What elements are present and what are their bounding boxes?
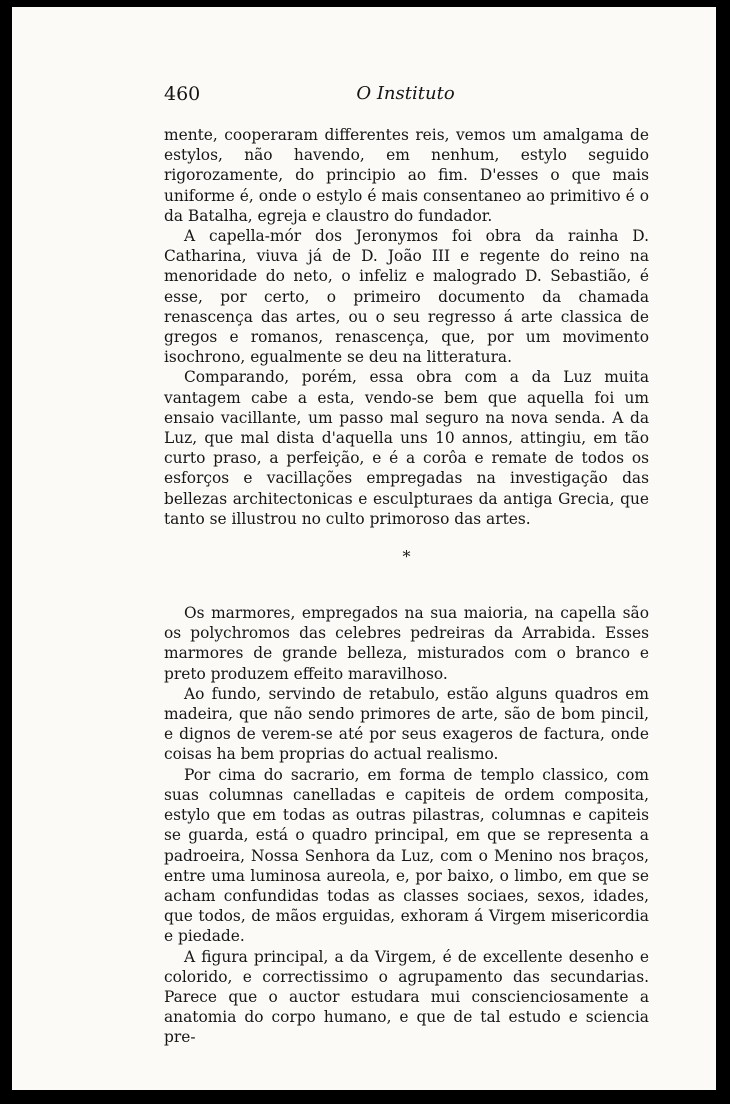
paragraph-continued: mente, cooperaram differentes reis, vemos um amalgama de estylos, não havendo, em nenhum, estylo seguido rigorozamente, do principio ao fim. D'esses o que mais uniforme é, onde o estylo é mais consentaneo ao primitivo é o da Batalha, egreja e claustro do fundador.	[164, 126, 649, 225]
paragraph: A capella-mór dos Jeronymos foi obra da rainha D. Catharina, viuva já de D. João III e regente do reino na menoridade do neto, o infeliz e malogrado D. Sebastião, é esse, por certo, o primeiro documento da chamada renascença das artes, ou o seu regresso á arte classica de gregos e romanos, renascença, que, por um movimento isochrono, egualmente se deu na litteratura.	[164, 227, 649, 367]
paragraph: Comparando, porém, essa obra com a da Luz muita vantagem cabe a esta, vendo-se bem que aquella foi um ensaio vacillante, um passo mal seguro na nova senda. A da Luz, que mal dista d'aquella uns 10 annos, attingiu, em tão curto praso, a perfeição, e é a corôa e remate de todos os esforços e vacillações empregadas na investigação das bellezas architectonicas e esculpturaes da antiga Grecia, que tanto se illustrou no culto primoroso das artes.	[164, 368, 649, 528]
paragraph: Ao fundo, servindo de retabulo, estão alguns quadros em madeira, que não sendo primores de arte, são de bom pincil, e dignos de verem-se até por seus exageros de factura, onde coisas ha bem proprias do actual realismo.	[164, 684, 649, 764]
section-gap	[164, 589, 649, 603]
section-separator: *	[402, 547, 411, 567]
paragraph: Os marmores, empregados na sua maioria, na capella são os polychromos das celebres pedreiras da Arrabida. Esses marmores de grande belleza, misturados com o branco e preto produzem effeito maravilhoso.	[164, 604, 649, 683]
body-text	[164, 125, 649, 1048]
book-page	[12, 7, 716, 1090]
paragraph: A figura principal, a da Virgem, é de excellente desenho e colorido, e correctissimo o agrupamento das secundarias. Parece que o auctor estudara mui conscienciosamente a anatomia do corpo humano, e que de tal estudo e sciencia pre-	[164, 947, 649, 1047]
running-title: O Instituto	[356, 83, 455, 104]
page-number: 460	[164, 83, 201, 105]
page-header	[164, 83, 647, 111]
paragraph: Por cima do sacrario, em forma de templo classico, com suas columnas canelladas e capiteis de ordem composita, estylo que em todas as outras pilastras, columnas e capiteis se guarda, está o quadro principal, em que se representa a padroeira, Nossa Senhora da Luz, com o Menino nos braços, entre uma luminosa aureola, e, por baixo, o limbo, em que se acham confundidas todas as classes sociaes, sexos, idades, que todos, de mãos erguidas, exhoram á Virgem misericordia e piedade.	[164, 765, 649, 946]
